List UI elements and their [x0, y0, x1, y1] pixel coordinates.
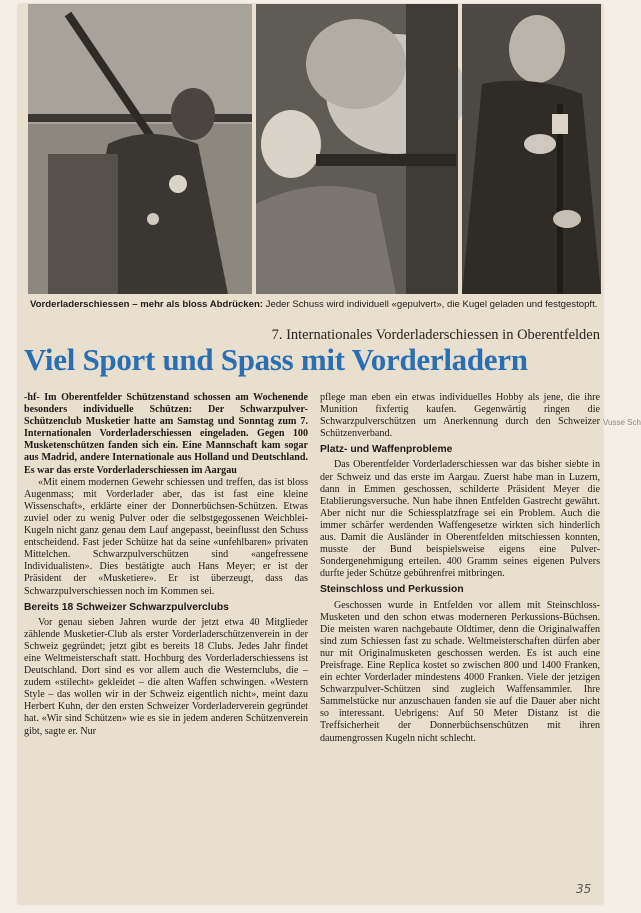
paragraph: Geschossen wurde in Entfelden vor allem mit Steinschloss-Musketen und den schon etwas moderneren Perkussions-Büchsen. Die meisten waren nachgebaute Oldtimer, denn die Originalwaffen sind zum Schiessen fast zu schade. Weltmeisterschaften dürfen aber nur mit Originalmusketen geschossen werden. Es ist auch eine Preisfrage. Eine Replica kostet so zwischen 800 und 1400 Franken, ein echter Vorderlader mindestens 4000 Franken. Viele der jetzigen Schwarzpulver-Schützen sind zugleich Waffensammler. Ihre Sammelstücke nur anzuschauen fanden sie auf die Dauer aber nicht so interessant. Uebrigens: Auf 50 Meter Distanz ist die Treffsicherheit der Donnerbüchsenschützen mit ihren daumengrossen Kugeln nicht schlecht. — [320, 599, 600, 744]
photo-shooter-firing — [256, 4, 458, 294]
caption-bold: Vorderladerschiessen – mehr als bloss Abdrücken: — [30, 299, 264, 310]
paragraph: Vor genau sieben Jahren wurde der jetzt etwa 40 Mitglieder zählende Musketier-Club als erster Vorderladerschützenverein in der Schweiz gegründet; jetzt gibt es bereits 18 Clubs. Jedes Jahr findet eine Weltmeisterschaft statt. Hochburg des Vorderladerschiessens ist Deutschland. Dort sind es vor allem auch die Westernclubs, die – zudem «stilecht» gekleidet – die alten Waffen schwingen. «Western Style – das wollen wir in der Schweiz eigentlich nicht», meint dazu Herbert Kuhn, der den ersten Schweizer Vorderladerverein gegründet hat. «Wir sind Schützen» wie es sie in jedem anderen Schützenverein gibt, sagte er. Nur — [24, 616, 308, 737]
subheading: Steinschloss und Perkussion — [320, 584, 464, 596]
subheading: Bereits 18 Schweizer Schwarzpulverclubs — [24, 601, 229, 613]
photo-shooter-with-musket — [28, 4, 252, 294]
left-column — [24, 392, 308, 738]
adjacent-clipping-fragment: Vusse Sch — [603, 418, 641, 427]
handwritten-note: 35 — [576, 882, 592, 896]
paragraph: «Mit einem modernen Gewehr schiessen und treffen, das ist bloss Augenmass; mit Vorderlader aber, das ist fast eine kleine Wissenschaft», erklärte einer der Donnerbüchsen-Schützen. Etwas zuviel oder zu wenig Pulver oder die selbstgegossenen Weichblei-Kugeln nicht ganz genau dem Lauf angepasst, beeinflusst den Schuss entscheidend. Fast jeder Schütze hat da seine «unfehlbaren» privaten Mittelchen. Schwarzpulverschützen sind «angefressene Individualisten». Dies bestätigte auch Hans Meyer; er ist der Präsident der «Musketiere». Er ist überzeugt, dass das Schwarzpulverschiessen noch im Kommen sei. — [24, 476, 308, 597]
kicker: 7. Internationales Vorderladerschiessen in Oberentfelden — [271, 327, 600, 343]
photo-strip — [28, 4, 601, 294]
headline: Viel Sport und Spass mit Vorderladern — [24, 342, 528, 377]
subheading: Platz- und Waffenprobleme — [320, 444, 453, 456]
photo-caption — [30, 299, 598, 311]
newspaper-clipping — [18, 4, 603, 904]
right-column — [320, 392, 600, 745]
caption-text: Jeder Schuss wird individuell «gepulvert», die Kugel geladen und festgestopft. — [263, 299, 598, 310]
photo-loading-musket — [462, 4, 601, 294]
paragraph: pflege man eben ein etwas individuelles Hobby als jene, die ihre Munition fixfertig kaufen. Gegenwärtig ringen die Schwarzpulverschützen um Anerkennung durch den Schweizer Schützenverband. — [320, 392, 600, 440]
lead-paragraph: -hf- Im Oberentfelder Schützenstand schossen am Wochenende besonders individuelle Schützen: Der Schwarzpulver-Schützenclub Musketier hatte am Samstag und Sonntag zum 7. Internationalen Vorderladerschiessen eingeladen. Gegen 100 Musketenschützen fanden sich ein. Eine Mannschaft kam sogar aus Madrid, andere Internationale aus Holland und Deutschland. Es war das erste Vorderladerschiessen im Aargau — [24, 392, 308, 476]
paragraph: Das Oberentfelder Vorderladerschiessen war das bisher siebte in der Schweiz und das erste im Aargau. Zuerst habe man in Luzern, dann in Emmen geschossen, schilderte Präsident Meyer die Etablierungsversuche. Nun habe ihnen Entfelden Gastrecht gewährt. Aber nicht nur die Schiessplatzfrage sei ein Problem. Auch die immer schärfer werdenden Waffengesetze wirkten sich hinderlich aus. Damit die Ausländer in Oberentfelden mitschiessen konnten, musste der Bund beispielsweise eigens eine Pulver-Sondergenehmigung erteilen. 400 Gramm seines eigenen Pulvers durfte jeder Schütze gebührenfrei mitbringen. — [320, 459, 600, 580]
